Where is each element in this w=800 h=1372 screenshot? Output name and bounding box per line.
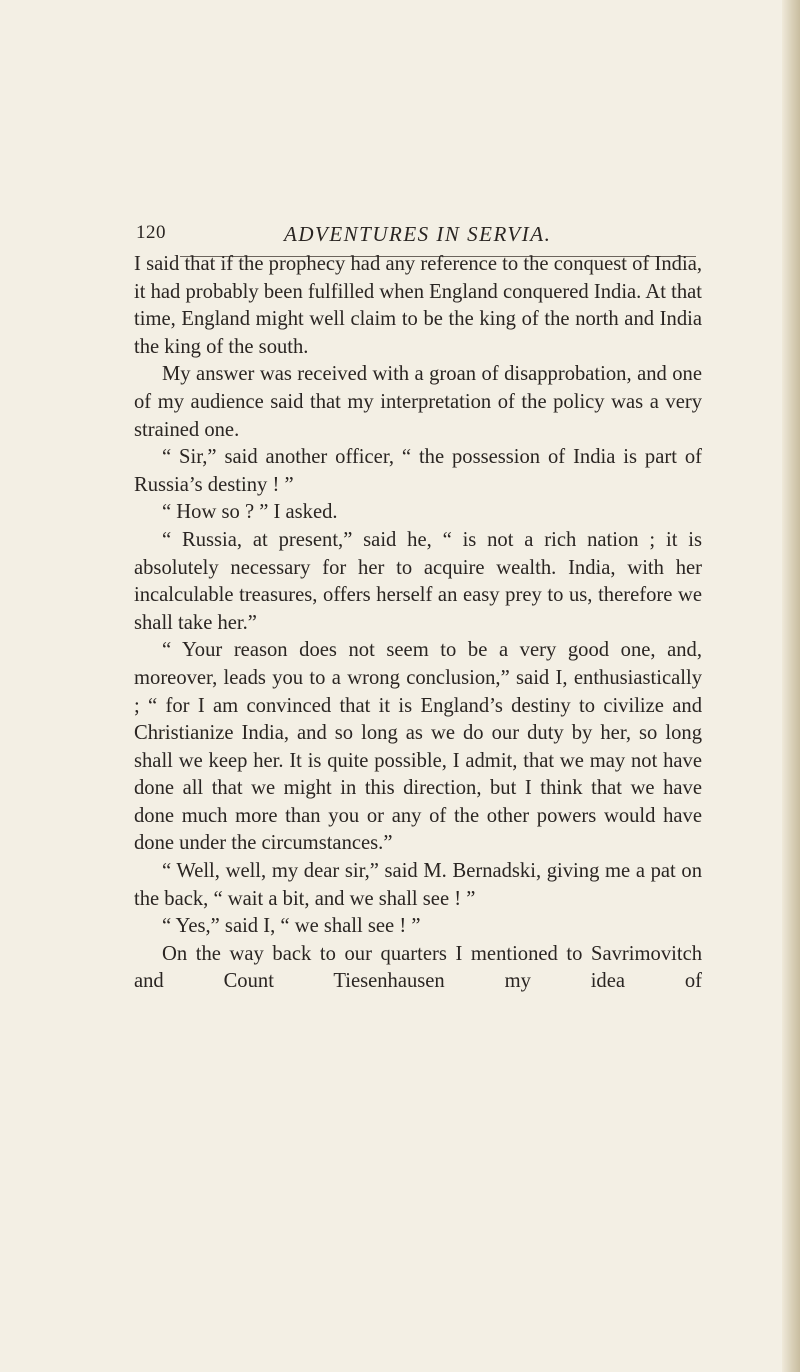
page-edge-shadow	[782, 0, 800, 1372]
paragraph-7: “ Well, well, my dear sir,” said M. Bernadski, giving me a pat on the back, “ wait a bit, and we shall see ! ”	[134, 860, 702, 910]
paragraph-3: “ Sir,” said another officer, “ the possession of India is part of Russia’s destiny ! ”	[134, 446, 702, 496]
paragraph-2: My answer was received with a groan of disapprobation, and one of my audience said that my interpretation of the policy was a very strained one.	[134, 363, 702, 441]
paragraph-9: On the way back to our quarters I mentioned to Savrimovitch and Count Tiesenhausen my idea of	[134, 942, 702, 993]
paragraph-6: “ Your reason does not seem to be a very good one, and, moreover, leads you to a wrong conclusion,” said I, enthusiastically ; “ for I am convinced that it is England’s destiny to civilize and Christianize India, and so long as we do our duty by her, so long shall we keep her. It is quite possible, I admit, that we may not have done all that we might in this direction, but I think that we have done much more than you or any of the other powers would have done under the circumstances.”	[134, 639, 702, 855]
paragraph-5: “ Russia, at present,” said he, “ is not a rich nation ; it is absolutely necessary for her to acquire wealth. India, with her incalculable treasures, offers herself an easy prey to us, therefore we shall take her.”	[134, 528, 702, 634]
page-number: 120	[136, 222, 166, 243]
paragraph-8: “ Yes,” said I, “ we shall see ! ”	[162, 915, 421, 938]
paragraph-1: I said that if the prophecy had any reference to the conquest of India, it had probably been fulfilled when England conquered India. At that time, England might well claim to be the king of the north and India the king of the south.	[134, 253, 702, 358]
body-text	[134, 251, 702, 996]
running-title: ADVENTURES IN SERVIA.	[284, 222, 552, 246]
page-header	[136, 222, 696, 252]
paragraph-4: “ How so ? ” I asked.	[162, 501, 338, 524]
